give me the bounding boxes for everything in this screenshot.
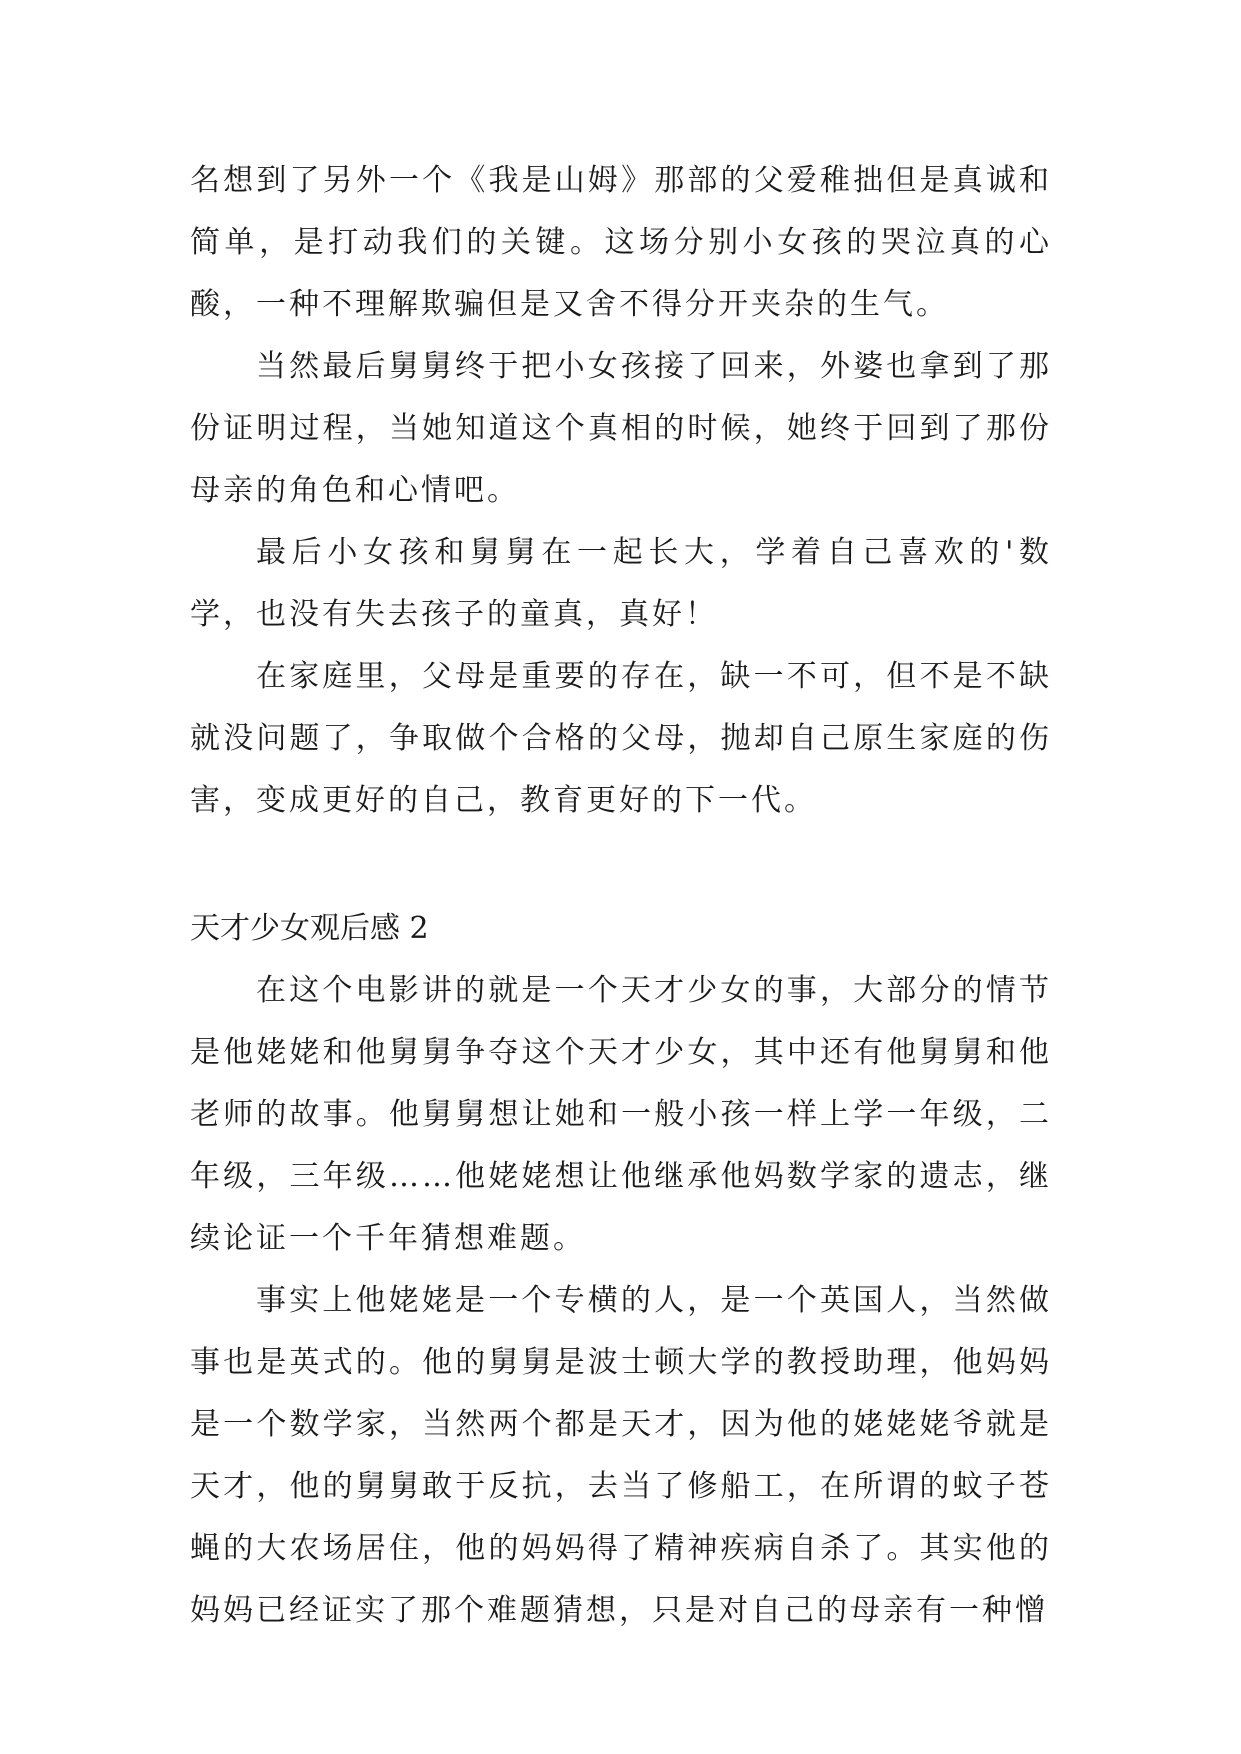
paragraph: 当然最后舅舅终于把小女孩接了回来，外婆也拿到了那份证明过程，当她知道这个真相的时候，她终于回到了那份母亲的角色和心情吧。 xyxy=(190,349,1052,508)
paragraph: 最后小女孩和舅舅在一起长大，学着自己喜欢的'数学，也没有失去孩子的童真，真好！ xyxy=(190,535,1052,632)
document-page xyxy=(190,150,1052,1642)
paragraph: 在这个电影讲的就是一个天才少女的事，大部分的情节是他姥姥和他舅舅争夺这个天才少女，其中还有他舅舅和他老师的故事。他舅舅想让她和一般小孩一样上学一年级，二年级，三年级……他姥姥想让他继承他妈数学家的遗志，继续论证一个千年猜想难题。 xyxy=(190,973,1052,1256)
paragraph: 名想到了另外一个《我是山姆》那部的父爱稚拙但是真诚和简单，是打动我们的关键。这场分别小女孩的哭泣真的心酸，一种不理解欺骗但是又舍不得分开夹杂的生气。 xyxy=(190,163,1052,322)
section-title: 天才少女观后感 2 xyxy=(190,911,429,946)
paragraph: 在家庭里，父母是重要的存在，缺一不可，但不是不缺就没问题了，争取做个合格的父母，抛却自己原生家庭的伤害，变成更好的自己，教育更好的下一代。 xyxy=(190,659,1052,818)
paragraph: 事实上他姥姥是一个专横的人，是一个英国人，当然做事也是英式的。他的舅舅是波士顿大学的教授助理，他妈妈是一个数学家，当然两个都是天才，因为他的姥姥姥爷就是天才，他的舅舅敢于反抗，去当了修船工，在所谓的蚊子苍蝇的大农场居住，他的妈妈得了精神疾病自杀了。其实他的妈妈已经证实了那个难题猜想，只是对自己的母亲有一种憎 xyxy=(190,1283,1052,1628)
